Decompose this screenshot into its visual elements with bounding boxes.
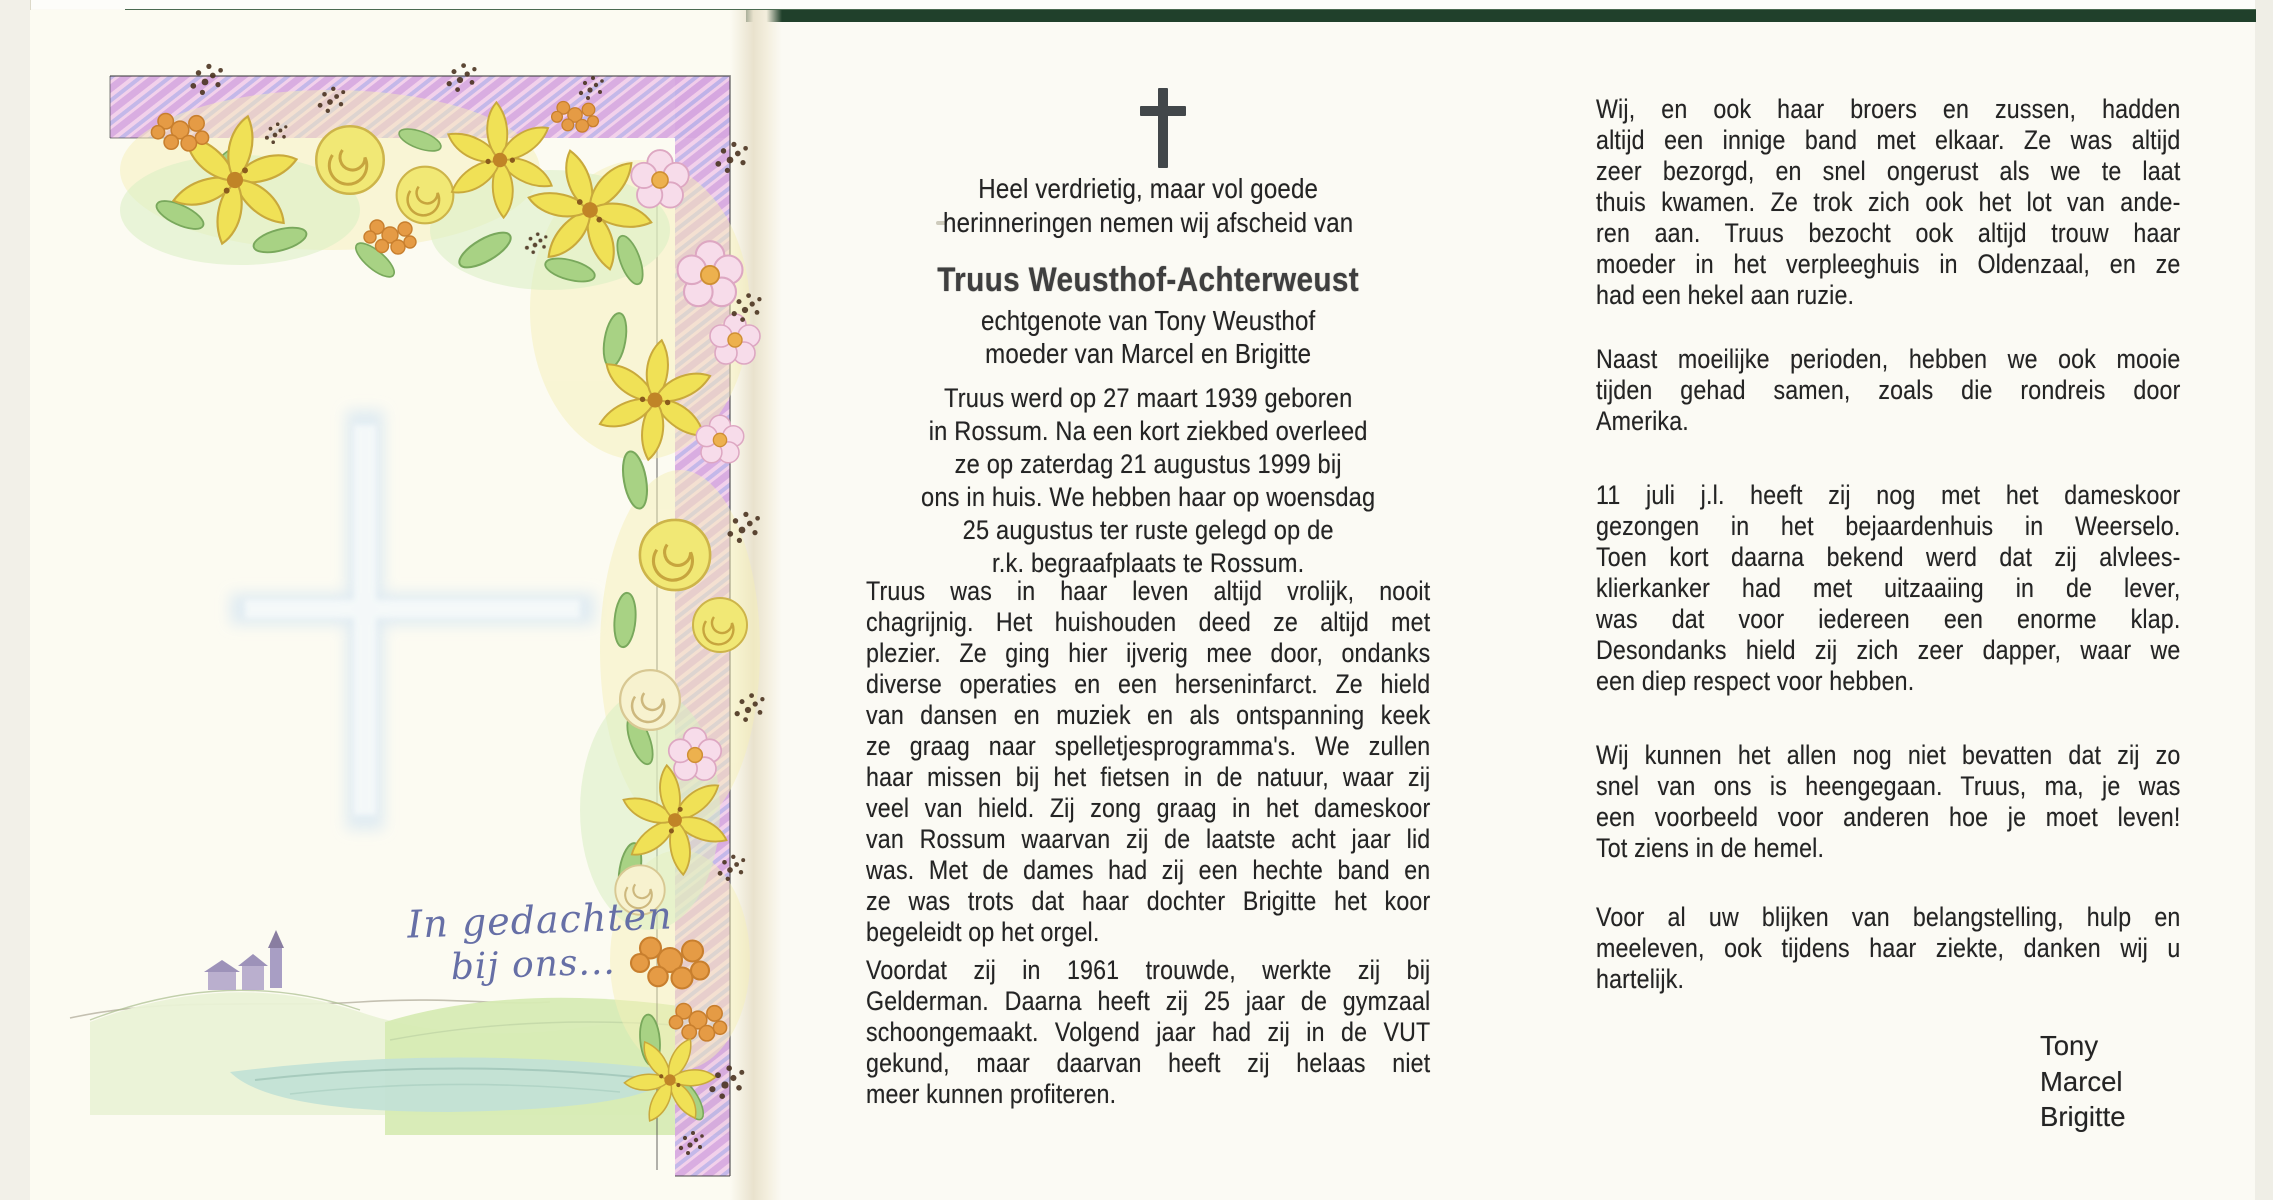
text-line: ren aan. Truus bezocht ook altijd trouw haar [1596,218,2181,248]
text-line: chagrijnig. Het huishouden deed ze altijd met [866,607,1431,637]
deceased-name [866,260,1430,300]
text-line: Wij kunnen het allen nog niet bevatten dat zij zo [1596,740,2181,770]
life-paragraph [866,576,1430,948]
signatures [2040,1028,2126,1135]
text-line: ze op zaterdag 21 augustus 1999 bij [954,449,1342,479]
text-line: snel van ons is heengegaan. Truus, ma, je was [1596,771,2181,801]
text-line: hartelijk. [1596,964,1685,994]
text-line: ons in huis. We hebben haar op woensdag [921,482,1376,512]
memories-paragraph [1596,344,2181,437]
text-line: een voorbeeld voor anderen hoe je moet leven! [1596,802,2181,832]
text-line: Desondanks hield zij zich zeer dapper, waar we [1596,635,2181,665]
text-line: Truus werd op 27 maart 1939 geboren [943,383,1353,413]
work-paragraph [866,955,1430,1110]
text-line: was. Met de dames had zij een hechte band en [866,855,1431,885]
text-line: meer kunnen profiteren. [866,1079,1117,1109]
floral-border-illustration [30,10,790,1200]
illness-paragraph [1596,480,2181,697]
text-line: Amerika. [1596,406,1689,436]
family-paragraph [1596,94,2181,311]
text-line: echtgenote van Tony Weusthof [980,305,1316,336]
text-line: Toen kort daarna bekend werd dat zij alvlees- [1596,542,2181,572]
text-line: Voor al uw blijken van belangstelling, hulp en [1596,902,2181,932]
text-line: schoongemaakt. Volgend jaar had zij in de VUT [866,1017,1431,1047]
text-line: klierkanker had met uitzaaiing in de lever, [1596,573,2181,603]
thanks-paragraph [1596,902,2181,995]
text-line: van dansen en muziek en als ontspanning keek [866,700,1431,730]
text-line: altijd een innige band met elkaar. Ze was altijd [1596,125,2181,155]
text-line: had een hekel aan ruzie. [1596,280,1855,310]
text-line: Naast moeilijke perioden, hebben we ook mooie [1596,344,2181,374]
text-line: Marcel [2040,1065,2123,1097]
caption-line: In gedachten [406,893,674,947]
text-line: herinneringen nemen wij afscheid van [943,206,1354,238]
text-line: meeleven, ook tijdens haar ziekte, danken wij u [1596,933,2181,963]
text-line: Truus was in haar leven altijd vrolijk, nooit [866,576,1431,606]
text-line: moeder van Marcel en Brigitte [985,338,1312,369]
light-cross [230,410,595,830]
text-line: zeer bezorgd, en snel ongerust als we te laat [1596,156,2181,186]
text-line: Heel verdrietig, maar vol goede [978,173,1319,204]
text-line: Wij, en ook haar broers en zussen, hadden [1596,94,2181,124]
text-line: tijden gehad samen, zoals die rondreis door [1596,375,2181,405]
caption-line: bij ons... [450,941,617,989]
text-line: thuis kwamen. Ze trok zich ook het lot van ande- [1596,187,2181,217]
scan-left-margin [0,0,31,1200]
farewell-paragraph [1596,740,2181,864]
scan-right-margin [2255,0,2273,1200]
text-line: 11 juli j.l. heeft zij nog met het dameskoor [1596,480,2181,510]
text-line: gekund, maar daarvan heeft zij helaas niet [866,1048,1431,1078]
birth-death-paragraph [866,382,1430,580]
text-line: in Rossum. Na een kort ziekbed overleed [928,416,1368,446]
text-line: Gelderman. Daarna heeft zij 25 jaar de gymzaal [866,986,1431,1016]
middle-intro [866,172,1430,239]
text-line: Tony [2040,1030,2099,1061]
cross-icon [1140,88,1186,168]
text-line: een diep respect voor hebben. [1596,666,1915,696]
text-line: Voordat zij in 1961 trouwde, werkte zij bij [866,955,1431,985]
text-line: diverse operaties en een herseninfarct. Ze hield [866,669,1431,699]
village-silhouette [204,930,284,990]
text-line: plezier. Ze ging hier ijverig mee door, ondanks [866,638,1431,668]
text-line: was dat voor iedereen een enorme klap. [1596,604,2181,634]
text-line: ze graag naar spelletjesprogramma's. We zullen [866,731,1431,761]
left-panel [30,10,746,1200]
text-line: Tot ziens in de hemel. [1596,833,1825,863]
left-panel-caption [407,893,675,989]
text-line: gezongen in het bejaardenhuis in Weerselo. [1596,511,2181,541]
name-line: Truus Weusthof-Achterweust [937,261,1360,299]
text-line: r.k. begraafplaats te Rossum. [992,548,1305,578]
scan-top-margin [0,0,2273,9]
text-line: haar missen bij het fietsen in de natuur, waar zij [866,762,1431,792]
text-line: Brigitte [2040,1101,2126,1132]
text-line: moeder in het verpleeghuis in Oldenzaal, en ze [1596,249,2181,279]
text-line: begeleidt op het orgel. [866,917,1100,947]
text-line: van Rossum waarvan zij de laatste acht jaar lid [866,824,1431,854]
text-line: ze was trots dat haar dochter Brigitte het koor [866,886,1431,916]
middle-subtitle [866,304,1430,370]
text-line: veel van hield. Zij zong graag in het dameskoor [866,793,1431,823]
text-line: 25 augustus ter ruste gelegd op de [962,515,1334,545]
